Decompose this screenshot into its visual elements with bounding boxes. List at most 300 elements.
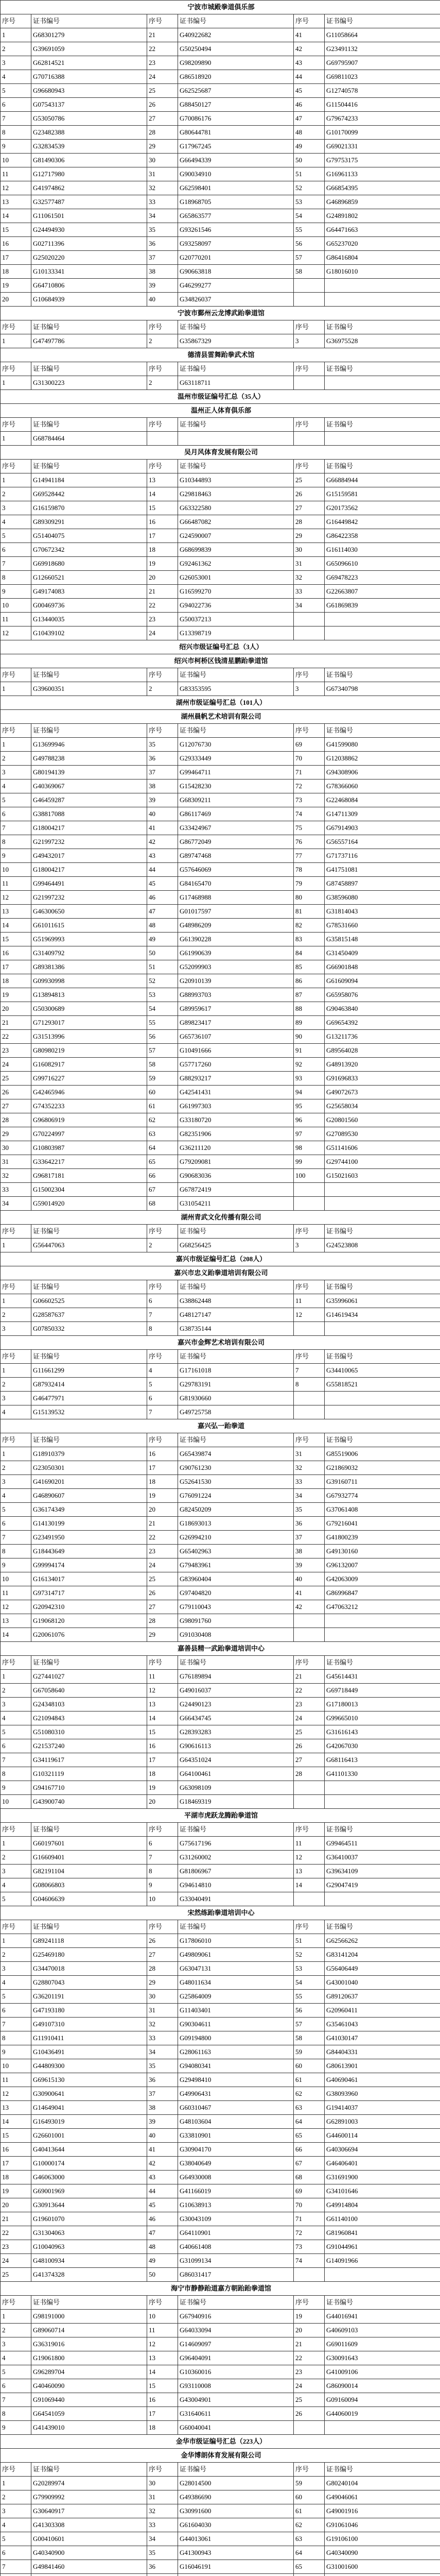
serial-cell: 49 [147, 2254, 178, 2268]
table-row [1, 1030, 440, 1044]
serial-cell: 28 [294, 515, 325, 529]
serial-cell: 5 [1, 2532, 31, 2546]
serial-cell: 86 [294, 974, 325, 988]
certificate-number-cell: G11061501 [31, 209, 147, 223]
table-row [1, 891, 440, 905]
serial-cell: 33 [147, 195, 178, 209]
serial-cell: 1 [1, 432, 31, 446]
section-title-row [1, 654, 440, 668]
serial-cell: 65 [147, 1155, 178, 1169]
certificate-number-cell: G18469319 [178, 1795, 294, 1809]
serial-cell: 27 [294, 501, 325, 515]
serial-cell: 23 [1, 1044, 31, 1058]
column-header-row [1, 418, 440, 432]
certificate-number-cell: G49072673 [325, 1086, 440, 1099]
column-header: 证书编号 [31, 1920, 147, 1934]
table-row [1, 2254, 440, 2268]
certificate-number-cell: G97314717 [31, 1586, 147, 1600]
serial-cell: 7 [1, 1531, 31, 1545]
certificate-number-cell: G91061046 [325, 2518, 440, 2532]
table-row [1, 1099, 440, 1113]
certificate-number-cell: G66884944 [325, 473, 440, 487]
serial-cell: 25 [294, 473, 325, 487]
certificate-number-cell: G34410065 [325, 1364, 440, 1378]
serial-cell: 39 [147, 279, 178, 293]
certificate-number-cell: G40661408 [178, 2240, 294, 2254]
certificate-number-cell: G69478223 [325, 571, 440, 585]
certificate-number-cell: G49174083 [31, 585, 147, 599]
serial-cell [147, 2574, 178, 2576]
certificate-number-cell: G69795907 [325, 56, 440, 70]
certificate-number-cell: G17161018 [178, 1364, 294, 1378]
table-row [1, 1795, 440, 1809]
certificate-number-cell: G62814521 [31, 56, 147, 70]
table-row [1, 543, 440, 557]
certificate-number-cell: G99994174 [31, 1558, 147, 1572]
certificate-number-cell: G16134017 [31, 1572, 147, 1586]
serial-cell: 99 [294, 1155, 325, 1169]
table-row [1, 779, 440, 793]
serial-cell: 30 [294, 543, 325, 557]
serial-cell: 8 [147, 1865, 178, 1878]
table-row [1, 2518, 440, 2532]
column-header: 证书编号 [178, 14, 294, 28]
certificate-number-cell: G19061800 [31, 2351, 147, 2365]
serial-cell: 37 [147, 766, 178, 779]
certificate-number-cell: G80644781 [178, 126, 294, 140]
serial-cell: 12 [294, 1308, 325, 1322]
certificate-number-cell: G64930008 [178, 2171, 294, 2184]
column-header: 证书编号 [325, 1350, 440, 1364]
certificate-number-cell: G47063212 [325, 1600, 440, 1614]
certificate-number-cell: G50250494 [178, 42, 294, 56]
column-header: 证书编号 [325, 2463, 440, 2477]
certificate-number-cell: G35461043 [325, 2018, 440, 2031]
table-row [1, 1545, 440, 1558]
certificate-number-cell: G79909992 [31, 2490, 147, 2504]
certificate-number-cell: G30991600 [178, 2504, 294, 2518]
serial-cell: 15 [147, 2379, 178, 2393]
serial-cell: 45 [147, 877, 178, 891]
certificate-number-cell: G34470018 [31, 1962, 147, 1976]
certificate-number-cell: G14711309 [325, 807, 440, 821]
serial-cell: 43 [147, 849, 178, 863]
table-row [1, 237, 440, 251]
serial-cell: 29 [294, 529, 325, 543]
certificate-number-cell: G20770201 [178, 251, 294, 265]
serial-cell: 58 [294, 2031, 325, 2045]
serial-cell: 63 [147, 1127, 178, 1141]
serial-cell: 20 [147, 1795, 178, 1809]
table-row [1, 1197, 440, 1211]
certificate-number-cell: G12717980 [31, 167, 147, 181]
certificate-number-cell: G67914903 [325, 821, 440, 835]
column-header: 证书编号 [31, 1280, 147, 1294]
certificate-number-cell: G75617196 [178, 1837, 294, 1851]
table-row [1, 613, 440, 626]
certificate-number-cell: G66901848 [325, 960, 440, 974]
certificate-number-cell: G94022736 [178, 599, 294, 613]
certificate-number-cell: G90761230 [178, 1461, 294, 1475]
certificate-number-cell: G16449842 [325, 515, 440, 529]
table-row [1, 1141, 440, 1155]
table-row [1, 849, 440, 863]
certificate-number-cell [325, 376, 440, 390]
table-row [1, 1767, 440, 1781]
serial-cell: 9 [1, 1781, 31, 1795]
serial-cell: 26 [294, 1739, 325, 1753]
certificate-number-cell: G49841460 [31, 2560, 147, 2574]
serial-cell: 9 [1, 2421, 31, 2435]
serial-cell: 41 [147, 821, 178, 835]
certificate-number-cell: G66854395 [325, 181, 440, 195]
serial-cell: 29 [147, 1628, 178, 1642]
table-row [1, 919, 440, 933]
column-header: 证书编号 [31, 2296, 147, 2310]
serial-cell: 39 [147, 2115, 178, 2129]
serial-cell: 16 [147, 515, 178, 529]
serial-cell: 30 [1, 1141, 31, 1155]
certificate-number-cell: G31409792 [31, 946, 147, 960]
serial-cell: 34 [147, 2045, 178, 2059]
column-header: 证书编号 [31, 2463, 147, 2477]
serial-cell: 71 [294, 766, 325, 779]
certificate-number-cell: G41300943 [178, 2546, 294, 2560]
certificate-number-cell: G24494930 [31, 223, 147, 237]
certificate-number-cell: G49788238 [31, 752, 147, 766]
certificate-number-cell: G49130160 [325, 1545, 440, 1558]
serial-cell: 24 [294, 1711, 325, 1725]
certificate-number-cell: G70224997 [31, 1127, 147, 1141]
certificate-number-cell: G38862448 [178, 1294, 294, 1308]
certificate-number-cell: G83353595 [178, 682, 294, 696]
column-header: 序号 [1, 320, 31, 334]
serial-cell: 13 [1, 2101, 31, 2115]
certificate-number-cell: G86090014 [325, 2379, 440, 2393]
certificate-number-cell: G15002304 [31, 1183, 147, 1197]
certificate-number-cell [325, 613, 440, 626]
certificate-number-cell [325, 1322, 440, 1336]
serial-cell: 12 [147, 1684, 178, 1698]
section-title-row [1, 404, 440, 418]
table-row [1, 1865, 440, 1878]
certificate-number-cell: G76189894 [178, 1670, 294, 1684]
serial-cell: 5 [1, 529, 31, 543]
certificate-number-cell: G86518920 [178, 70, 294, 84]
serial-cell: 32 [147, 2018, 178, 2031]
column-header: 序号 [1, 1823, 31, 1837]
certificate-number-cell: G79110043 [178, 1600, 294, 1614]
certificate-number-cell: G09930998 [31, 974, 147, 988]
serial-cell: 33 [294, 1475, 325, 1489]
table-row [1, 1447, 440, 1461]
serial-cell: 9 [1, 849, 31, 863]
serial-cell: 21 [147, 28, 178, 42]
column-header-row [1, 1350, 440, 1364]
serial-cell: 3 [1, 1962, 31, 1976]
certificate-number-cell: G69001969 [31, 2184, 147, 2198]
serial-cell: 7 [147, 1308, 178, 1322]
serial-cell: 3 [294, 1239, 325, 1252]
certificate-number-cell: G51969993 [31, 933, 147, 946]
serial-cell: 17 [147, 1461, 178, 1475]
certificate-number-cell: G68116413 [325, 1753, 440, 1767]
serial-cell: 12 [294, 1851, 325, 1865]
serial-cell [294, 1322, 325, 1336]
section-title: 湖州青武文化传播有限公司 [1, 1211, 440, 1225]
certificate-number-cell [325, 1183, 440, 1197]
section-title: 吴月风体育发展有限公司 [1, 446, 440, 460]
serial-cell: 1 [1, 473, 31, 487]
certificate-number-cell [325, 293, 440, 307]
serial-cell: 20 [147, 571, 178, 585]
table-row [1, 1058, 440, 1072]
certificate-number-cell: G94080341 [178, 2059, 294, 2073]
table-row [1, 2546, 440, 2560]
serial-cell: 11 [1, 613, 31, 626]
certificate-number-cell: G91044961 [325, 2240, 440, 2254]
certificate-number-cell: G40690461 [325, 2073, 440, 2087]
certificate-number-cell: G96817181 [31, 1169, 147, 1183]
table-row [1, 1614, 440, 1628]
column-header: 序号 [294, 668, 325, 682]
certificate-number-cell [325, 1197, 440, 1211]
certificate-number-cell: G88993703 [178, 988, 294, 1002]
section-title: 宁波市城殿拳道俱乐部 [1, 1, 440, 14]
certificate-number-cell: G29818463 [178, 487, 294, 501]
certificate-number-cell: G49725758 [178, 1405, 294, 1419]
certificate-number-cell: G18693013 [178, 1517, 294, 1531]
certificate-number-cell: G20910139 [178, 974, 294, 988]
certificate-number-cell: G16159870 [31, 501, 147, 515]
serial-cell: 46 [147, 2212, 178, 2226]
certificate-number-cell: G94308906 [325, 766, 440, 779]
serial-cell [294, 1183, 325, 1197]
table-row [1, 1155, 440, 1169]
serial-cell: 47 [294, 112, 325, 126]
column-header-row [1, 1433, 440, 1447]
certificate-number-cell: G10133341 [31, 265, 147, 279]
certificate-number-cell: G69021331 [325, 140, 440, 154]
serial-cell: 3 [1, 501, 31, 515]
table-row [1, 1948, 440, 1962]
table-row [1, 2101, 440, 2115]
serial-cell: 3 [1, 1322, 31, 1336]
table-row [1, 2532, 440, 2546]
serial-cell: 19 [1, 279, 31, 293]
column-header: 证书编号 [31, 1433, 147, 1447]
serial-cell: 16 [1, 946, 31, 960]
serial-cell: 9 [1, 1558, 31, 1572]
certificate-number-cell: G64100461 [178, 1767, 294, 1781]
serial-cell: 50 [147, 946, 178, 960]
serial-cell: 18 [147, 1475, 178, 1489]
certificate-number-cell [325, 2421, 440, 2435]
certificate-number-cell: G29333449 [178, 752, 294, 766]
serial-cell: 27 [1, 1099, 31, 1113]
serial-cell: 39 [147, 793, 178, 807]
certificate-number-cell: G81806967 [178, 1865, 294, 1878]
serial-cell: 40 [294, 1572, 325, 1586]
certificate-number-cell: G93258097 [178, 237, 294, 251]
certificate-number-cell: G70716388 [31, 70, 147, 84]
serial-cell: 92 [294, 1058, 325, 1072]
certificate-number-cell: G33810901 [178, 2129, 294, 2143]
section-title-row [1, 1906, 440, 1920]
serial-cell: 14 [147, 487, 178, 501]
serial-cell: 6 [1, 1739, 31, 1753]
serial-cell: 52 [294, 1948, 325, 1962]
serial-cell: 38 [147, 265, 178, 279]
serial-cell: 20 [1, 293, 31, 307]
table-row [1, 2143, 440, 2157]
table-row [1, 1016, 440, 1030]
certificate-number-cell: G62566262 [325, 1934, 440, 1948]
serial-cell: 58 [294, 265, 325, 279]
certificate-number-cell: G21094843 [31, 1711, 147, 1725]
certificate-number-cell: G21997232 [31, 891, 147, 905]
serial-cell: 23 [294, 2365, 325, 2379]
serial-cell: 5 [1, 793, 31, 807]
column-header: 序号 [1, 1433, 31, 1447]
certificate-number-cell: G87932414 [31, 1378, 147, 1392]
certificate-number-cell: G93261546 [178, 223, 294, 237]
serial-cell: 39 [294, 1558, 325, 1572]
serial-cell: 14 [1, 919, 31, 933]
serial-cell: 15 [1, 223, 31, 237]
certificate-number-cell: G41800239 [325, 1531, 440, 1545]
serial-cell: 4 [1, 1711, 31, 1725]
serial-cell: 2 [147, 682, 178, 696]
certificate-number-cell: G28587637 [31, 1308, 147, 1322]
serial-cell: 10 [1, 2059, 31, 2073]
serial-cell: 3 [1, 1475, 31, 1489]
table-row [1, 988, 440, 1002]
serial-cell: 79 [294, 877, 325, 891]
serial-cell: 96 [294, 1113, 325, 1127]
serial-cell: 6 [1, 2004, 31, 2018]
serial-cell: 22 [147, 599, 178, 613]
column-header: 序号 [1, 668, 31, 682]
certificate-number-cell: G56447063 [31, 1239, 147, 1252]
table-row [1, 2045, 440, 2059]
serial-cell: 6 [147, 1837, 178, 1851]
column-header: 序号 [294, 1920, 325, 1934]
serial-cell: 7 [1, 1753, 31, 1767]
serial-cell: 67 [147, 1183, 178, 1197]
certificate-number-cell: G46459287 [31, 793, 147, 807]
serial-cell: 4 [1, 1976, 31, 1990]
serial-cell: 34 [294, 599, 325, 613]
serial-cell: 31 [147, 2004, 178, 2018]
column-header: 序号 [294, 362, 325, 376]
table-row [1, 56, 440, 70]
serial-cell: 47 [147, 2226, 178, 2240]
serial-cell: 51 [294, 1934, 325, 1948]
certificate-number-cell: G80613901 [325, 2059, 440, 2073]
certificate-number-cell: G26994210 [178, 1531, 294, 1545]
certificate-number-cell: G86996847 [325, 1586, 440, 1600]
table-row [1, 2490, 440, 2504]
serial-cell: 15 [147, 1725, 178, 1739]
certificate-number-cell: G85519006 [325, 1447, 440, 1461]
serial-cell: 73 [294, 2240, 325, 2254]
table-row [1, 2184, 440, 2198]
table-row [1, 1169, 440, 1183]
table-row [1, 1294, 440, 1308]
certificate-number-cell: G96806919 [31, 1113, 147, 1127]
serial-cell: 23 [147, 613, 178, 626]
section-title-row [1, 696, 440, 710]
certificate-number-cell: G71737116 [325, 849, 440, 863]
table-row [1, 1670, 440, 1684]
serial-cell: 16 [147, 1739, 178, 1753]
serial-cell: 28 [147, 1614, 178, 1628]
certificate-number-cell: G27089530 [325, 1127, 440, 1141]
serial-cell: 21 [1, 1016, 31, 1030]
serial-cell: 30 [147, 2477, 178, 2490]
table-row [1, 2073, 440, 2087]
certificate-number-cell: G51080310 [31, 1725, 147, 1739]
certificate-number-cell: G35815148 [325, 933, 440, 946]
serial-cell: 81 [294, 905, 325, 919]
certificate-number-cell: G68301279 [31, 28, 147, 42]
serial-cell: 72 [294, 779, 325, 793]
certificate-number-cell: G90616113 [178, 1739, 294, 1753]
certificate-number-cell: G64710806 [31, 279, 147, 293]
serial-cell: 15 [147, 501, 178, 515]
certificate-number-cell: G65736107 [178, 1030, 294, 1044]
serial-cell: 57 [294, 251, 325, 265]
certificate-number-cell: G66487082 [178, 515, 294, 529]
certificate-number-cell: G68784464 [31, 432, 147, 446]
table-row [1, 835, 440, 849]
column-header: 序号 [294, 460, 325, 473]
serial-cell: 26 [147, 98, 178, 112]
serial-cell: 3 [294, 682, 325, 696]
serial-cell: 30 [147, 154, 178, 167]
serial-cell: 70 [294, 2198, 325, 2212]
certificate-number-cell: G82450209 [178, 1503, 294, 1517]
serial-cell: 7 [147, 1405, 178, 1419]
certificate-number-cell: G31304063 [31, 2226, 147, 2240]
table-row [1, 2226, 440, 2240]
column-header: 序号 [147, 668, 178, 682]
serial-cell [294, 1892, 325, 1906]
certificate-number-cell: G18004217 [31, 863, 147, 877]
serial-cell: 6 [147, 1392, 178, 1405]
serial-cell: 2 [1, 752, 31, 766]
serial-cell: 36 [147, 2560, 178, 2574]
serial-cell: 41 [294, 28, 325, 42]
certificate-number-cell: G89241118 [31, 1934, 147, 1948]
table-row [1, 557, 440, 571]
certificate-number-cell: G23491950 [31, 1531, 147, 1545]
table-row [1, 279, 440, 293]
serial-cell: 17 [1, 251, 31, 265]
serial-cell: 14 [1, 209, 31, 223]
serial-cell: 2 [147, 1239, 178, 1252]
serial-cell: 37 [147, 251, 178, 265]
serial-cell: 49 [147, 933, 178, 946]
table-row [1, 1739, 440, 1753]
serial-cell: 38 [147, 2101, 178, 2115]
certificate-number-cell: G28807043 [31, 1976, 147, 1990]
table-row [1, 1475, 440, 1489]
serial-cell: 9 [1, 140, 31, 154]
table-row [1, 2157, 440, 2171]
section-title: 嘉兴弘一跆拳道 [1, 1419, 440, 1433]
